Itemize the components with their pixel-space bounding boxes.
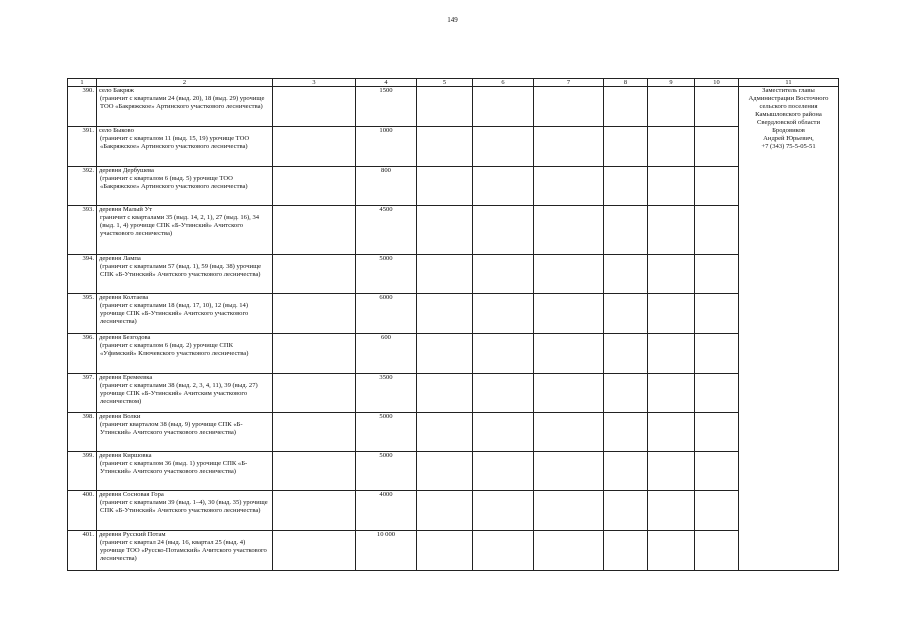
- locality-cell: [97, 452, 273, 491]
- empty-cell: [417, 127, 473, 167]
- contact-line: Администрации Восточного: [748, 95, 829, 102]
- value-cell: 1000: [356, 127, 417, 167]
- empty-cell: [648, 87, 695, 127]
- contact-cell: [739, 87, 839, 571]
- column-header: 7: [534, 79, 604, 87]
- table-row: [68, 167, 839, 206]
- empty-cell: [648, 374, 695, 413]
- table-row: [68, 374, 839, 413]
- empty-cell: [695, 491, 739, 531]
- table-row: [68, 452, 839, 491]
- locality-name: деревня Киршовка: [99, 452, 152, 459]
- empty-cell: [648, 413, 695, 452]
- empty-cell: [648, 294, 695, 334]
- empty-cell: [534, 491, 604, 531]
- table-row: [68, 491, 839, 531]
- empty-cell: [273, 127, 356, 167]
- empty-cell: [648, 334, 695, 374]
- locality-description: (граничит с кварталами 24 (выд. 20), 18 (выд. 29) урочище ТОО «Бакряжское» Артинского участкового лесничества): [100, 95, 265, 110]
- contact-line: Бродовиков: [772, 127, 805, 134]
- value-cell: 600: [356, 334, 417, 374]
- empty-cell: [695, 452, 739, 491]
- locality-cell: [97, 255, 273, 294]
- empty-cell: [473, 87, 534, 127]
- empty-cell: [648, 127, 695, 167]
- empty-cell: [604, 255, 648, 294]
- empty-cell: [604, 334, 648, 374]
- row-number: 393.: [68, 206, 97, 255]
- locality-name: село Бакряж: [99, 87, 134, 94]
- empty-cell: [473, 167, 534, 206]
- table-row: [68, 127, 839, 167]
- locality-cell: [97, 413, 273, 452]
- locality-cell: [97, 87, 273, 127]
- empty-cell: [534, 374, 604, 413]
- empty-cell: [534, 127, 604, 167]
- empty-cell: [473, 413, 534, 452]
- empty-cell: [473, 452, 534, 491]
- locality-cell: [97, 374, 273, 413]
- table-row: [68, 206, 839, 255]
- empty-cell: [273, 167, 356, 206]
- table-row: [68, 413, 839, 452]
- locality-cell: [97, 294, 273, 334]
- empty-cell: [417, 255, 473, 294]
- empty-cell: [273, 374, 356, 413]
- empty-cell: [695, 413, 739, 452]
- locality-description: (граничит кварталом 38 (выд. 9) урочище СПК «Б-Утинский» Ачитского участкового лесничества): [100, 421, 243, 436]
- locality-cell: [97, 491, 273, 531]
- value-cell: 800: [356, 167, 417, 206]
- empty-cell: [417, 167, 473, 206]
- locality-name: деревня Еремеевка: [99, 374, 153, 381]
- empty-cell: [534, 255, 604, 294]
- value-cell: 6000: [356, 294, 417, 334]
- row-number: 394.: [68, 255, 97, 294]
- row-number: 391.: [68, 127, 97, 167]
- empty-cell: [273, 491, 356, 531]
- empty-cell: [604, 413, 648, 452]
- column-header: 10: [695, 79, 739, 87]
- value-cell: 1500: [356, 87, 417, 127]
- contact-line: Камышловского района: [755, 111, 822, 118]
- empty-cell: [417, 531, 473, 571]
- empty-cell: [695, 127, 739, 167]
- empty-cell: [273, 87, 356, 127]
- page-number: 149: [447, 16, 458, 24]
- locality-cell: [97, 206, 273, 255]
- value-cell: 4500: [356, 206, 417, 255]
- empty-cell: [473, 206, 534, 255]
- value-cell: 5000: [356, 413, 417, 452]
- empty-cell: [273, 206, 356, 255]
- contact-line: Заместитель главы: [762, 87, 815, 94]
- value-cell: 5000: [356, 255, 417, 294]
- table-row: [68, 334, 839, 374]
- empty-cell: [648, 531, 695, 571]
- empty-cell: [534, 531, 604, 571]
- empty-cell: [534, 87, 604, 127]
- locality-description: (граничит с кварталом 6 (выд. 2) урочище СПК «Уфимский» Ключевского участкового лесничества): [100, 342, 249, 357]
- empty-cell: [695, 206, 739, 255]
- empty-cell: [604, 87, 648, 127]
- empty-cell: [534, 206, 604, 255]
- row-number: 399.: [68, 452, 97, 491]
- column-header: 11: [739, 79, 839, 87]
- empty-cell: [417, 374, 473, 413]
- locality-description: (граничит с кварталом 11 (выд. 15, 19) урочище ТОО «Бакряжское» Артинского участкового лесничества): [100, 135, 250, 150]
- empty-cell: [273, 255, 356, 294]
- contact-line: сельского поселения: [759, 103, 818, 110]
- locality-description: (граничит с кварталами 57 (выд. 1), 59 (выд. 38) урочище СПК «Б-Утинский» Ачитского участкового лесничества): [100, 263, 262, 278]
- row-number: 401.: [68, 531, 97, 571]
- empty-cell: [695, 294, 739, 334]
- empty-cell: [417, 294, 473, 334]
- empty-cell: [273, 531, 356, 571]
- column-header: 8: [604, 79, 648, 87]
- empty-cell: [473, 531, 534, 571]
- locality-name: деревня Дербушева: [99, 167, 154, 174]
- empty-cell: [695, 531, 739, 571]
- empty-cell: [695, 167, 739, 206]
- locality-name: деревня Малый Ут: [99, 206, 153, 213]
- contact-line: Андрей Юрьевич,: [763, 135, 814, 142]
- empty-cell: [604, 206, 648, 255]
- empty-cell: [534, 413, 604, 452]
- empty-cell: [648, 206, 695, 255]
- column-header: 1: [68, 79, 97, 87]
- column-header: 3: [273, 79, 356, 87]
- empty-cell: [604, 452, 648, 491]
- table-row: [68, 255, 839, 294]
- empty-cell: [534, 294, 604, 334]
- empty-cell: [604, 294, 648, 334]
- row-number: 400.: [68, 491, 97, 531]
- empty-cell: [604, 374, 648, 413]
- empty-cell: [473, 127, 534, 167]
- empty-cell: [273, 294, 356, 334]
- contact-line: Свердловской области: [757, 119, 820, 126]
- empty-cell: [417, 413, 473, 452]
- value-cell: 10 000: [356, 531, 417, 571]
- empty-cell: [648, 167, 695, 206]
- column-header: 6: [473, 79, 534, 87]
- locality-description: (граничит с кварталами 38 (выд. 2, 3, 4, 11), 39 (выд. 27) урочище СПК «Б-Утинский» Ачитским участкового лесничеством): [100, 382, 258, 405]
- empty-cell: [473, 255, 534, 294]
- empty-cell: [695, 87, 739, 127]
- empty-cell: [604, 531, 648, 571]
- empty-cell: [604, 491, 648, 531]
- row-number: 395.: [68, 294, 97, 334]
- empty-cell: [604, 167, 648, 206]
- empty-cell: [473, 491, 534, 531]
- locality-description: (граничит с кварталами 39 (выд. 1–4), 30 (выд. 35) урочище СПК «Б-Утинский» Ачитского участкового лесничества): [100, 499, 268, 514]
- empty-cell: [417, 334, 473, 374]
- locality-name: деревня Лампа: [99, 255, 141, 262]
- value-cell: 4000: [356, 491, 417, 531]
- empty-cell: [417, 491, 473, 531]
- empty-cell: [648, 452, 695, 491]
- locality-name: деревня Волки: [99, 413, 141, 420]
- empty-cell: [473, 294, 534, 334]
- locality-cell: [97, 334, 273, 374]
- column-header: 2: [97, 79, 273, 87]
- empty-cell: [648, 255, 695, 294]
- locality-description: (граничит с квартал 24 (выд. 16, квартал 25 (выд. 4) урочище ТОО «Русско-Потамский» Ачитского участкового лесничества): [100, 539, 267, 562]
- table-row: [68, 531, 839, 571]
- locality-description: (граничит с кварталом 36 (выд. 1) урочище СПК «Б-Утинский» Ачитского участкового лесничества): [100, 460, 248, 475]
- row-number: 397.: [68, 374, 97, 413]
- table-row: [68, 294, 839, 334]
- empty-cell: [534, 452, 604, 491]
- empty-cell: [417, 87, 473, 127]
- locality-description: (граничит с кварталами 18 (выд. 17, 10), 12 (выд. 14) урочище СПК «Б-Утинский» Ачитского участкового лесничества): [100, 302, 249, 325]
- locality-cell: [97, 531, 273, 571]
- column-header: 4: [356, 79, 417, 87]
- empty-cell: [648, 491, 695, 531]
- empty-cell: [695, 374, 739, 413]
- row-number: 390.: [68, 87, 97, 127]
- empty-cell: [534, 334, 604, 374]
- locality-name: деревня Колтаева: [99, 294, 149, 301]
- locality-name: село Быково: [99, 127, 134, 134]
- locality-name: деревня Сосновая Гора: [99, 491, 164, 498]
- row-number: 392.: [68, 167, 97, 206]
- empty-cell: [273, 452, 356, 491]
- empty-cell: [417, 452, 473, 491]
- empty-cell: [473, 334, 534, 374]
- locality-name: деревня Безгодова: [99, 334, 151, 341]
- row-number: 396.: [68, 334, 97, 374]
- locality-description: (граничит с кварталом 6 (выд. 5) урочище ТОО «Бакряжское» Артинского участкового лесничества): [100, 175, 248, 190]
- empty-cell: [604, 127, 648, 167]
- column-header: 5: [417, 79, 473, 87]
- empty-cell: [273, 334, 356, 374]
- empty-cell: [417, 206, 473, 255]
- locality-description: граничит с кварталами 35 (выд. 14, 2, 1), 27 (выд. 16), 34 (выд. 1, 4) урочище СПК «Б-Утинский» Ачитского участкового лесничества): [100, 214, 260, 237]
- value-cell: 5000: [356, 452, 417, 491]
- empty-cell: [273, 413, 356, 452]
- locality-cell: [97, 127, 273, 167]
- table-header-row: [68, 79, 839, 87]
- value-cell: 3500: [356, 374, 417, 413]
- locality-name: деревня Русский Потам: [99, 531, 166, 538]
- contact-phone: +7 (343) 75-5-05-51: [761, 143, 816, 150]
- table-row: [68, 87, 839, 127]
- empty-cell: [695, 255, 739, 294]
- empty-cell: [534, 167, 604, 206]
- locality-cell: [97, 167, 273, 206]
- row-number: 398.: [68, 413, 97, 452]
- empty-cell: [695, 334, 739, 374]
- locality-table: [67, 78, 839, 571]
- empty-cell: [473, 374, 534, 413]
- column-header: 9: [648, 79, 695, 87]
